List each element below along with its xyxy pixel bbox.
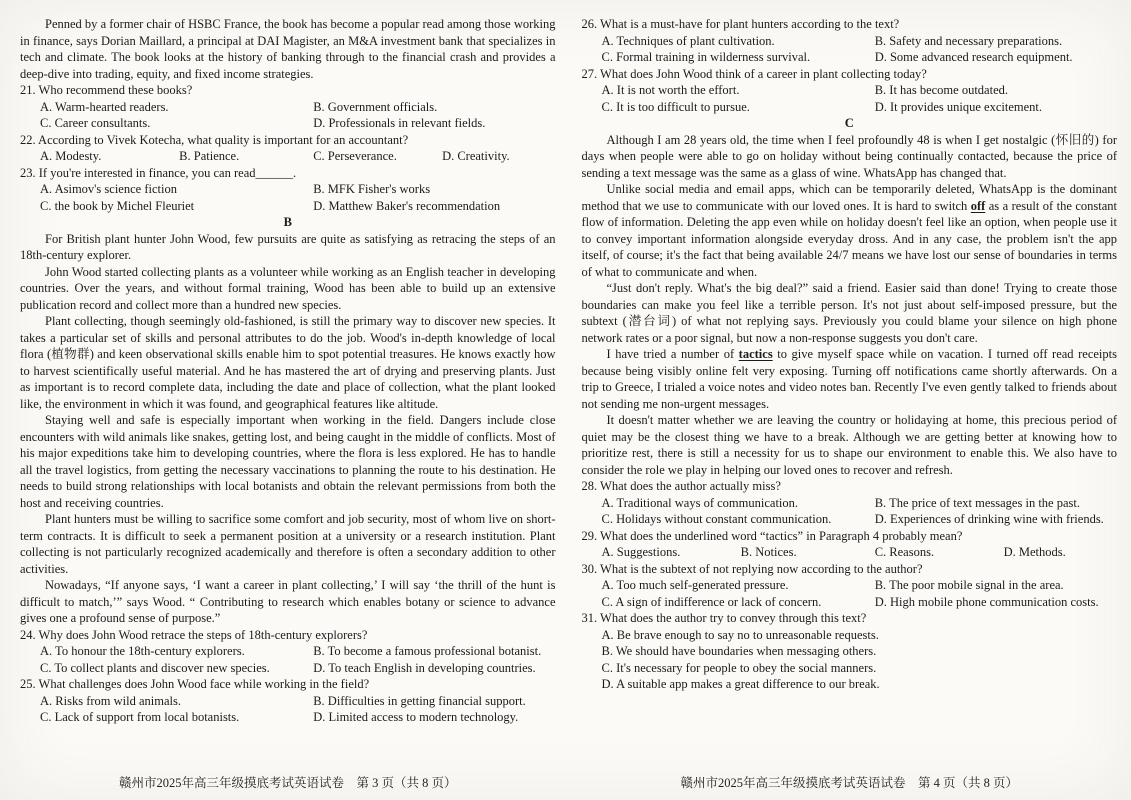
answer-option: C. It is too difficult to pursue. — [601, 99, 750, 114]
question-stem: 25. What challenges does John Wood face while working in the field? — [20, 677, 370, 691]
page-3-content — [20, 16, 556, 771]
passage-paragraph: For British plant hunter John Wood, few pursuits are quite as satisfying as retracing the steps of an 18th-century explorer. — [20, 231, 556, 262]
answer-option: B. It has become outdated. — [874, 83, 1008, 97]
answer-option: C. Career consultants. — [40, 116, 151, 130]
answer-option: A. It is not worth the effort. — [601, 83, 740, 97]
answer-option: D. Creativity. — [442, 149, 510, 163]
answer-option: A. Risks from wild animals. — [40, 693, 181, 708]
options-group — [582, 544, 1118, 561]
answer-option: A. Too much self-generated pressure. — [601, 578, 789, 592]
question-stem: 22. According to Vivek Kotecha, what quality is important for an accountant? — [20, 132, 409, 147]
options-group — [582, 495, 1118, 528]
page-3-footer — [20, 771, 556, 792]
question-stem: 31. What does the author try to convey through this text? — [581, 611, 867, 625]
question-stem: 26. What is a must-have for plant hunters according to the text? — [581, 17, 900, 31]
answer-option: C. A sign of indifference or lack of concern. — [601, 594, 822, 609]
passage-paragraph: Penned by a former chair of HSBC France, the book has become a popular read among those working in finance, says Dorian Maillard, a principal at DAI Magister, an M&A investment bank that specializes in tech and climate. The book looks at the history of banking through to the financial crash and provides a deep-dive into trading, equity, and fixed income strategies. — [20, 17, 556, 81]
options-group — [582, 82, 1118, 115]
passage-paragraph: Staying well and safe is especially important when working in the field. Dangers include close encounters with wild animals like snakes, getting lost, and being caught in the middle of conflicts. Most of his major expeditions take him to developing countries, where the flora is less explored. He has to handle all the travel logistics, from getting the necessary vaccinations to planning the route to his destination. He needs to build strong relationships with local botanists and obtain the relevant permissions from both the host and receiving countries. — [20, 413, 556, 510]
answer-option: D. Matthew Baker's recommendation — [313, 198, 501, 213]
question-stem: 23. If you're interested in finance, you can read______. — [20, 165, 297, 180]
question-stem: 30. What is the subtext of not replying now according to the author? — [581, 561, 923, 576]
underlined-word: off — [970, 198, 986, 213]
answer-option: A. Asimov's science fiction — [40, 182, 177, 196]
page-4-footer-text: 赣州市2025年高三年级摸底考试英语试卷 第 4 页（共 8 页） — [680, 776, 1018, 790]
passage-paragraph: I have tried a number of tactics to give myself space while on vacation. I turned off read receipts because being visibly online felt very exposing. Turning off notifications came shortly afterwards. On a trip to Greece, I trialed a voice notes and video notes ban. Recently I've even gently talked to friends about not sending me non-urgent messages. — [581, 347, 1117, 411]
options-group — [582, 577, 1118, 610]
answer-option: C. To collect plants and discover new species. — [40, 660, 270, 675]
answer-option: B. Government officials. — [313, 99, 438, 114]
options-group — [20, 643, 556, 676]
answer-option: C. Reasons. — [874, 545, 935, 559]
answer-option: A. To honour the 18th-century explorers. — [40, 644, 245, 658]
answer-option: A. Suggestions. — [601, 545, 681, 559]
passage-paragraph: Nowadays, “If anyone says, ‘I want a career in plant collecting,’ I will say ‘the thrill of the hunt is difficult to match,’” says Wood. “ Contributing to research which enables botany or science to advance gives one a profound sense of purpose.” — [20, 578, 556, 625]
answer-option: A. Techniques of plant cultivation. — [601, 33, 775, 48]
answer-option: B. The price of text messages in the past. — [874, 495, 1080, 510]
question-stem: 21. Who recommend these books? — [20, 83, 193, 97]
answer-option: B. Notices. — [740, 545, 797, 559]
options-group — [20, 181, 556, 214]
answer-option: B. Safety and necessary preparations. — [874, 33, 1063, 48]
answer-option: D. Professionals in relevant fields. — [313, 116, 486, 130]
answer-option: D. Experiences of drinking wine with friends. — [874, 512, 1104, 526]
question-stem: 29. What does the underlined word “tactics” in Paragraph 4 probably mean? — [581, 528, 963, 543]
passage-paragraph: John Wood started collecting plants as a volunteer while working as an English teacher in developing countries. Over the years, and without formal training, Wood has been able to build up an extensive publication record and collect more than a hundred new species. — [20, 264, 556, 312]
page-3-footer-text: 赣州市2025年高三年级摸底考试英语试卷 第 3 页（共 8 页） — [118, 776, 457, 790]
answer-option: D. High mobile phone communication costs. — [874, 594, 1099, 609]
answer-option: D. It provides unique excitement. — [874, 99, 1043, 114]
passage-paragraph: “Just don't reply. What's the big deal?” said a friend. Easier said than done! Trying to create those boundaries can make you feel like a terrible person. It's not just about self-imposed pressure, but the subtext (潜台词) of what not replying says. Previously you could blame your silence on high phone network rates or a poor signal, but now a non-response suggests you don't care. — [581, 281, 1117, 345]
answer-option: C. Lack of support from local botanists. — [40, 710, 240, 724]
answer-option: C. Perseverance. — [313, 149, 397, 163]
passage-paragraph: Unlike social media and email apps, which can be temporarily deleted, WhatsApp is the dominant method that we use to communicate with our loved ones. It is hard to switch off as a result of the constant flow of information. Deleting the app even while on holiday doesn't feel like an option, when people use it to convey important information alongside everyday dross. And in any case, the problem isn't the app itself, of course; it's the fact that being available 24/7 means we have lost our sense of boundaries in terms of what to communicate and when. — [581, 182, 1117, 279]
section-heading: B — [283, 215, 292, 229]
passage-paragraph: It doesn't matter whether we are leaving the country or holidaying at home, this precious period of quiet may be the closest thing we have to a break. Although we are getting better at knowing how to prioritize rest, there is still a necessity for us to shape our environment to enable this. We also have to consider the role we play in helping our loved ones to recover and refresh. — [581, 413, 1117, 477]
exam-page-4 — [582, 16, 1118, 792]
page-4-footer — [582, 771, 1118, 792]
question-stem: 28. What does the author actually miss? — [581, 479, 781, 493]
answer-option: B. Difficulties in getting financial support. — [313, 693, 526, 708]
answer-option: C. Holidays without constant communication. — [601, 512, 832, 526]
answer-option: B. Patience. — [179, 149, 240, 163]
question-stem: 27. What does John Wood think of a career in plant collecting today? — [581, 66, 927, 81]
section-heading: C — [844, 116, 854, 130]
answer-option: C. Formal training in wilderness survival. — [601, 50, 811, 64]
answer-option: A. Modesty. — [40, 149, 102, 163]
passage-paragraph: Plant hunters must be willing to sacrifice some comfort and job security, most of whom live on short-term contracts. It is difficult to seek a permanent position at a university or a research institution. Plant collecting is not particularly recognized academically and therefore is often a secondary addition to other activities. — [20, 512, 556, 576]
options-group — [20, 99, 556, 132]
answer-option: B. The poor mobile signal in the area. — [874, 578, 1064, 592]
answer-option: D. To teach English in developing countries. — [313, 660, 536, 675]
options-group — [20, 148, 556, 165]
answer-option: D. Limited access to modern technology. — [313, 710, 519, 724]
options-group — [582, 627, 1118, 693]
passage-paragraph: Although I am 28 years old, the time when I feel profoundly 48 is when I get nostalgic (怀旧的) for days when people were able to go on holiday without being continually contacted, because the price of sending a text message was the same as a glass of wine. WhatsApp has changed that. — [581, 132, 1117, 180]
answer-option: B. We should have boundaries when messaging others. — [601, 644, 877, 658]
answer-option: D. Some advanced research equipment. — [874, 50, 1073, 64]
exam-page-3 — [20, 16, 556, 792]
question-stem: 24. Why does John Wood retrace the steps of 18th-century explorers? — [20, 627, 368, 642]
answer-option: D. A suitable app makes a great difference to our break. — [601, 677, 880, 691]
answer-option: A. Traditional ways of communication. — [601, 495, 799, 510]
answer-option: B. To become a famous professional botanist. — [313, 644, 542, 658]
answer-option: C. It's necessary for people to obey the social manners. — [601, 660, 877, 675]
passage-paragraph: Plant collecting, though seemingly old-fashioned, is still the primary way to discover new species. It takes a particular set of skills and personal attributes to do the job. Wood's in-depth knowledge of local flora (植物群) and keen observational skills enable him to spot potential treasures. He knows exactly how to harvest scientifically useful material. And he has mastered the art of drying and preserving plants. Just as important is to record complete data, including the date and place of collection, what the plant looked like, the environment in which it was found, and geographical features like altitude. — [20, 314, 556, 411]
answer-option: C. the book by Michel Fleuriet — [40, 198, 195, 213]
answer-option: A. Be brave enough to say no to unreasonable requests. — [601, 627, 879, 642]
answer-option: A. Warm-hearted readers. — [40, 99, 169, 114]
answer-option: D. Methods. — [1003, 545, 1066, 559]
options-group — [20, 693, 556, 726]
answer-option: B. MFK Fisher's works — [313, 182, 431, 196]
options-group — [582, 33, 1118, 66]
page-4-content — [582, 16, 1118, 771]
underlined-word: tactics — [738, 347, 773, 361]
